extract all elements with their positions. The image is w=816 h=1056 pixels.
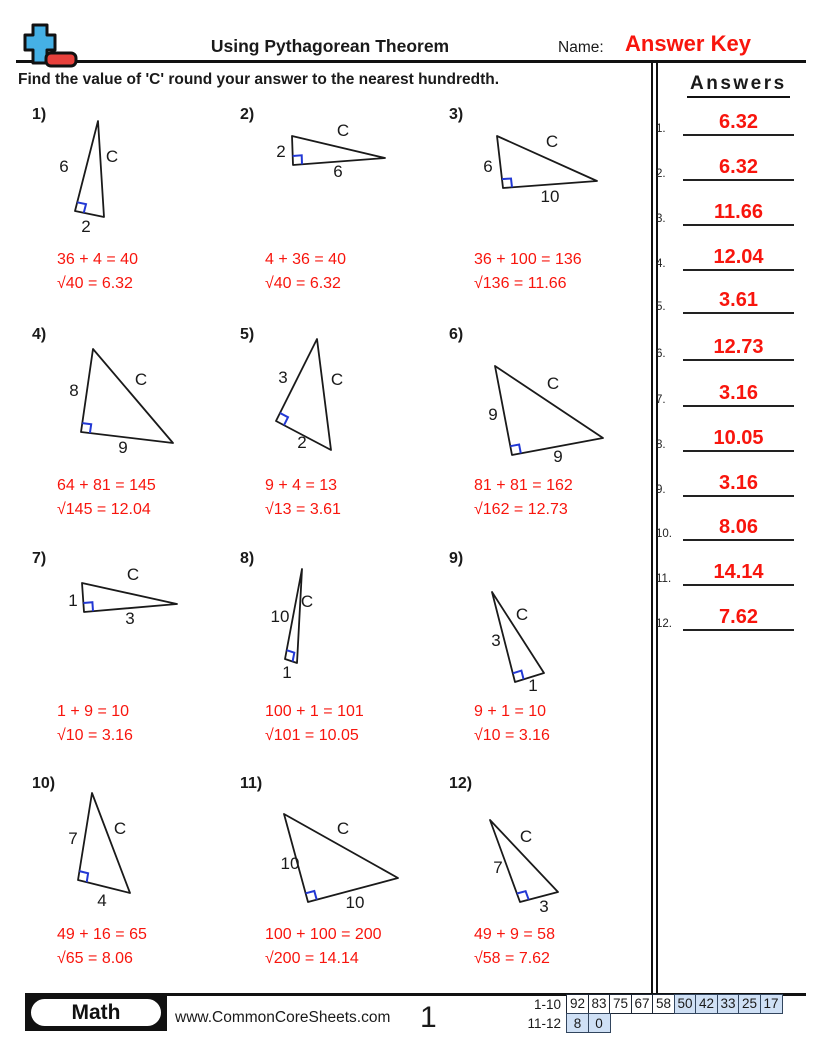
triangle-side-a-label: 1 — [68, 591, 78, 610]
triangle-side-a-label: 2 — [276, 142, 286, 161]
answer-item-5 — [656, 289, 794, 314]
work-shown: 64 + 81 = 145 √145 = 12.04 — [57, 477, 156, 518]
answer-item-6 — [656, 336, 794, 361]
problem-number: 2) — [240, 106, 255, 123]
score-row-label: 11-12 — [527, 1016, 561, 1031]
answer-blank-line — [683, 561, 794, 586]
triangle-side-b-label: 3 — [539, 897, 549, 916]
triangle-hypotenuse-label: C — [519, 827, 533, 846]
triangle-side-a-label: 7 — [68, 829, 78, 848]
answer-item-3 — [656, 201, 794, 226]
score-cell: 92 — [566, 994, 589, 1014]
score-cell: 33 — [717, 994, 740, 1014]
answer-number: 9. — [656, 484, 666, 496]
answer-number: 6. — [656, 348, 666, 360]
answer-number: 5. — [656, 301, 666, 313]
problem-number: 5) — [240, 326, 255, 343]
answer-number: 1. — [656, 123, 666, 135]
problem-number: 8) — [240, 550, 255, 567]
score-row-11-12 — [505, 1013, 783, 1034]
answer-item-12 — [656, 606, 794, 631]
problem-2 — [238, 106, 443, 311]
triangle-outline — [292, 136, 385, 165]
triangle-figure — [30, 768, 235, 926]
answer-blank-line — [683, 382, 794, 407]
work-shown: 100 + 1 = 101 √101 = 10.05 — [265, 703, 364, 744]
score-conversion-table — [505, 994, 783, 1035]
answer-value: 12.04 — [713, 246, 764, 268]
answer-blank-line — [683, 516, 794, 541]
problem-4 — [30, 322, 235, 527]
triangle-side-b-label: 2 — [297, 433, 307, 452]
work-shown: 49 + 16 = 65 √65 = 8.06 — [57, 926, 147, 967]
score-row-1-10 — [505, 994, 783, 1015]
triangle-side-b-label: 1 — [282, 663, 292, 682]
triangle-side-b-label: 3 — [125, 609, 135, 628]
score-cell: 8 — [566, 1013, 589, 1033]
right-angle-marker — [293, 155, 302, 164]
triangle-hypotenuse-label: C — [134, 370, 148, 389]
triangle-hypotenuse-label: C — [330, 370, 344, 389]
triangle-hypotenuse-label: C — [545, 132, 559, 151]
answer-value: 3.16 — [719, 472, 758, 494]
problem-6 — [447, 322, 652, 527]
problem-number: 11) — [240, 775, 263, 792]
triangle-hypotenuse-label: C — [126, 565, 140, 584]
website-url: www.CommonCoreSheets.com — [175, 1009, 391, 1026]
problem-3 — [447, 106, 652, 311]
triangle-hypotenuse-label: C — [515, 605, 529, 624]
answer-item-2 — [656, 156, 794, 181]
math-brand-badge — [25, 994, 167, 1031]
score-cell: 0 — [588, 1013, 611, 1033]
triangle-side-b-label: 9 — [553, 447, 563, 466]
problem-11 — [238, 768, 443, 973]
answer-value: 10.05 — [713, 427, 764, 449]
problem-number: 10) — [32, 775, 56, 792]
answer-key-label: Answer Key — [625, 31, 751, 56]
answer-number: 3. — [656, 213, 666, 225]
answer-item-10 — [656, 516, 794, 541]
triangle-figure — [447, 106, 652, 264]
work-shown: 49 + 9 = 58 √58 = 7.62 — [474, 926, 555, 967]
work-shown: 4 + 36 = 40 √40 = 6.32 — [265, 251, 346, 292]
triangle-side-b-label: 2 — [81, 217, 91, 236]
triangle-hypotenuse-label: C — [113, 819, 127, 838]
answer-item-7 — [656, 382, 794, 407]
score-cell: 25 — [738, 994, 761, 1014]
triangle-side-b-label: 10 — [345, 893, 365, 912]
triangle-side-a-label: 3 — [278, 368, 288, 387]
triangle-side-a-label: 7 — [493, 858, 503, 877]
triangle-hypotenuse-label: C — [105, 147, 119, 166]
answer-blank-line — [683, 606, 794, 631]
answer-number: 7. — [656, 394, 666, 406]
answer-blank-line — [683, 156, 794, 181]
answer-item-8 — [656, 427, 794, 452]
triangle-side-b-label: 4 — [97, 891, 107, 910]
answer-blank-line — [683, 246, 794, 271]
answer-value: 14.14 — [713, 561, 764, 583]
triangle-figure — [238, 768, 443, 926]
header-rule — [16, 60, 806, 63]
score-row-label: 1-10 — [533, 996, 561, 1012]
answer-number: 11. — [656, 573, 672, 585]
work-shown: 1 + 9 = 10 √10 = 3.16 — [57, 703, 133, 744]
answers-panel-title: Answers — [687, 73, 790, 98]
triangle-hypotenuse-label: C — [336, 819, 350, 838]
triangle-figure — [30, 545, 235, 703]
instruction-text: Find the value of 'C' round your answer to the nearest hundredth. — [18, 71, 500, 88]
triangle-figure — [447, 768, 652, 926]
score-cell: 42 — [695, 994, 718, 1014]
answer-value: 12.73 — [713, 336, 764, 358]
triangle-side-a-label: 3 — [491, 631, 501, 650]
score-cell: 50 — [674, 994, 697, 1014]
answer-value: 11.66 — [714, 201, 763, 223]
problem-9 — [447, 545, 652, 750]
problem-number: 12) — [449, 775, 473, 792]
problem-number: 1) — [32, 106, 47, 123]
triangle-side-a-label: 9 — [488, 405, 498, 424]
triangle-hypotenuse-label: C — [546, 374, 560, 393]
answer-item-9 — [656, 472, 794, 497]
problem-10 — [30, 768, 235, 973]
work-shown: 100 + 100 = 200 √200 = 14.14 — [265, 926, 382, 967]
answer-number: 10. — [656, 528, 672, 540]
problem-number: 3) — [449, 106, 464, 123]
work-shown: 81 + 81 = 162 √162 = 12.73 — [474, 477, 573, 518]
problem-number: 9) — [449, 550, 464, 567]
answer-item-1 — [656, 111, 794, 136]
problem-number: 7) — [32, 550, 47, 567]
right-angle-marker — [83, 602, 93, 611]
work-shown: 36 + 100 = 136 √136 = 11.66 — [474, 251, 582, 292]
triangle-figure — [238, 322, 443, 480]
math-brand-label: Math — [31, 999, 161, 1026]
triangle-hypotenuse-label: C — [300, 592, 314, 611]
triangle-outline — [82, 583, 177, 612]
answer-value: 6.32 — [719, 111, 758, 133]
triangle-side-b-label: 1 — [528, 676, 538, 695]
answer-number: 2. — [656, 168, 666, 180]
triangle-side-a-label: 6 — [59, 157, 69, 176]
name-label: Name: — [558, 39, 604, 56]
answer-number: 12. — [656, 618, 672, 630]
score-cell: 58 — [652, 994, 675, 1014]
problem-8 — [238, 545, 443, 750]
triangle-side-b-label: 6 — [333, 162, 343, 181]
work-shown: 9 + 1 = 10 √10 = 3.16 — [474, 703, 550, 744]
problem-7 — [30, 545, 235, 750]
answer-blank-line — [683, 201, 794, 226]
problem-number: 4) — [32, 326, 47, 343]
answer-value: 3.16 — [719, 382, 758, 404]
triangle-figure — [30, 322, 235, 480]
work-shown: 36 + 4 = 40 √40 = 6.32 — [57, 251, 138, 292]
score-cell: 17 — [760, 994, 783, 1014]
triangle-hypotenuse-label: C — [336, 121, 350, 140]
triangle-figure — [238, 545, 443, 703]
triangle-side-b-label: 9 — [118, 438, 128, 457]
answer-blank-line — [683, 427, 794, 452]
triangle-figure — [30, 106, 235, 264]
problem-1 — [30, 106, 235, 311]
answer-value: 6.32 — [719, 156, 758, 178]
score-cell: 83 — [588, 994, 611, 1014]
triangle-outline — [78, 793, 130, 893]
problem-12 — [447, 768, 652, 973]
work-shown: 9 + 4 = 13 √13 = 3.61 — [265, 477, 341, 518]
answer-blank-line — [683, 336, 794, 361]
answer-blank-line — [683, 111, 794, 136]
triangle-side-a-label: 10 — [280, 854, 300, 873]
answer-blank-line — [683, 289, 794, 314]
answer-value: 7.62 — [719, 606, 758, 628]
page-number: 1 — [420, 1001, 437, 1034]
triangle-side-a-label: 6 — [483, 157, 493, 176]
answer-blank-line — [683, 472, 794, 497]
score-cell: 75 — [609, 994, 632, 1014]
score-cell: 67 — [631, 994, 654, 1014]
answer-item-4 — [656, 246, 794, 271]
triangle-side-a-label: 8 — [69, 381, 79, 400]
problem-5 — [238, 322, 443, 527]
answer-number: 8. — [656, 439, 666, 451]
triangle-side-b-label: 10 — [540, 187, 560, 206]
answer-value: 3.61 — [719, 289, 758, 311]
triangle-figure — [447, 322, 652, 480]
triangle-outline — [81, 349, 173, 443]
triangle-figure — [447, 545, 652, 703]
triangle-figure — [238, 106, 443, 264]
answer-number: 4. — [656, 258, 666, 270]
problem-number: 6) — [449, 326, 464, 343]
answer-item-11 — [656, 561, 794, 586]
worksheet-title: Using Pythagorean Theorem — [210, 36, 450, 56]
triangle-side-a-label: 10 — [270, 607, 290, 626]
answer-value: 8.06 — [719, 516, 758, 538]
commoncoresheets-plus-minus-logo-icon — [14, 2, 86, 72]
